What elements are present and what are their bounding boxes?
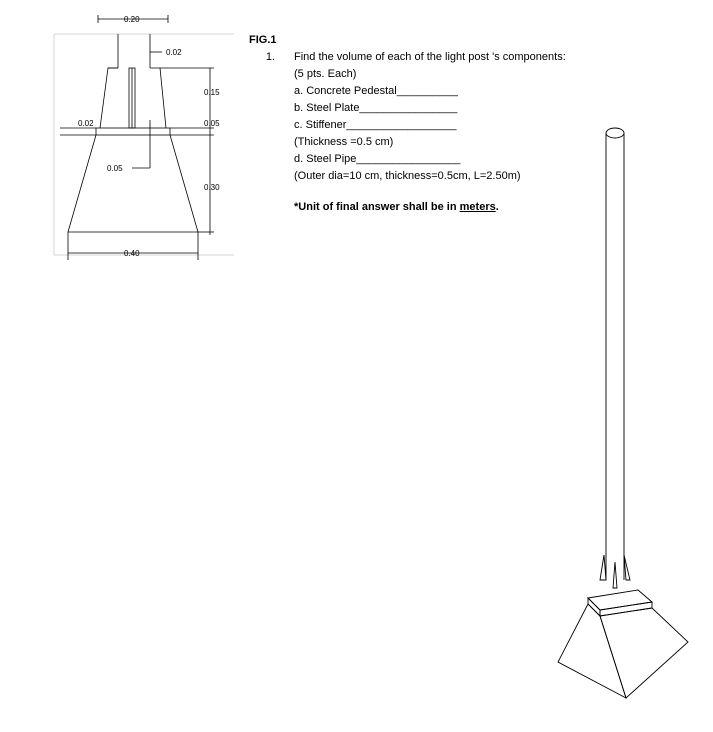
question-number: 1. xyxy=(265,51,275,63)
item-a: a. Concrete Pedestal__________ xyxy=(294,85,458,97)
isometric-light-post xyxy=(540,110,713,710)
note-unit: meters xyxy=(459,201,496,213)
elevation-drawing xyxy=(0,0,240,270)
item-d-note: (Outer dia=10 cm, thickness=0.5cm, L=2.50m) xyxy=(294,170,521,182)
figure-label: FIG.1 xyxy=(249,34,277,46)
dim-plate-offset: 0.02 xyxy=(166,48,182,57)
item-c-note: (Thickness =0.5 cm) xyxy=(294,136,394,148)
item-c: c. Stiffener__________________ xyxy=(294,119,457,131)
dim-inner-offset: 0.05 xyxy=(107,164,123,173)
note-prefix: *Unit of final answer shall be in xyxy=(294,201,460,213)
unit-note xyxy=(294,199,569,216)
dim-plate-thickness: 0.05 xyxy=(204,119,220,128)
question-block xyxy=(249,32,569,216)
dim-top-width: 0.20 xyxy=(124,15,140,24)
item-d: d. Steel Pipe_________________ xyxy=(294,153,461,165)
question-intro: Find the volume of each of the light post 's components: (5 pts. Each) xyxy=(294,51,566,80)
dim-pedestal-height: 0.30 xyxy=(204,183,220,192)
dim-stiffener-height: 0.15 xyxy=(204,88,220,97)
note-suffix: . xyxy=(495,201,499,213)
question-1 xyxy=(249,49,569,216)
dim-side-offset: 0.02 xyxy=(78,119,94,128)
dim-base-width: 0.40 xyxy=(124,249,140,258)
item-b: b. Steel Plate________________ xyxy=(294,102,458,114)
